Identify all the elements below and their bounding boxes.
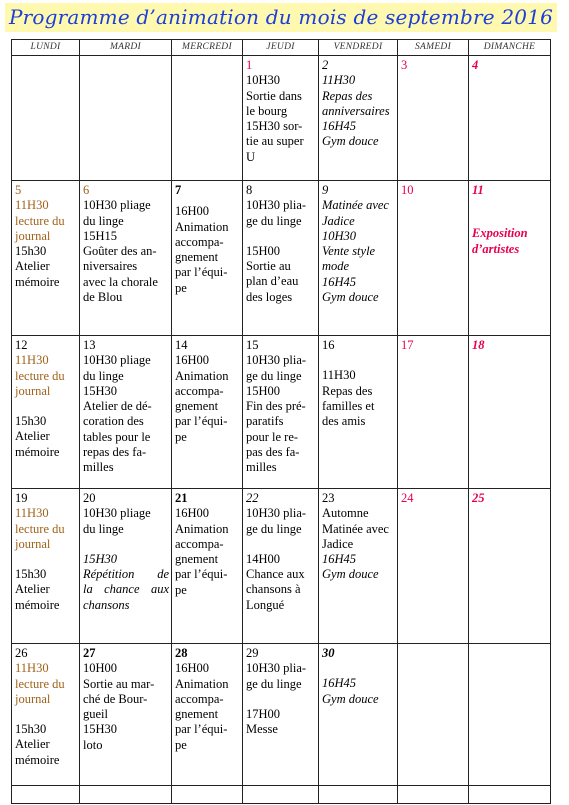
activity-line: tie au super <box>246 134 304 149</box>
day-cell-27 <box>80 644 172 786</box>
activity-line: Repas des <box>322 88 373 103</box>
day-cell-30 <box>319 644 398 786</box>
week-row-1 <box>12 56 551 181</box>
activity-line: Atelier <box>15 259 50 274</box>
activity-line: plan d’eau <box>246 274 299 289</box>
day-number: 15 <box>246 338 259 352</box>
cell-empty <box>398 644 469 786</box>
activity-line: 10H30 plia- <box>246 506 307 521</box>
activity-line: Longué <box>246 597 285 612</box>
activity-time: 16H45 <box>322 552 357 567</box>
day-cell-21 <box>172 489 243 644</box>
activity-line: milles <box>246 460 277 475</box>
day-cell-3 <box>398 56 469 181</box>
activity-time: 15h30 <box>15 722 47 737</box>
activity-line: ge du linge <box>246 213 302 228</box>
activity-time: 17H00 <box>246 706 281 721</box>
activity-line: du linge <box>83 521 124 536</box>
day-number: 16 <box>322 338 335 352</box>
activity-line: ge du linge <box>246 521 302 536</box>
day-cell-14 <box>172 336 243 489</box>
day-cell-29 <box>243 644 319 786</box>
activity-time: 15H30 <box>83 383 118 398</box>
activity-line: des loges <box>246 289 293 304</box>
activity-time: 11H30 <box>15 198 49 213</box>
activity-time: 15h30 <box>15 567 47 582</box>
cell-empty <box>172 786 243 804</box>
activity-line: anniversaires <box>322 103 390 118</box>
activity-line: Animation <box>175 521 229 536</box>
activity-line: pe <box>175 582 187 597</box>
activity-line: avec la chorale <box>83 274 158 289</box>
activity-line: coration des <box>83 414 144 429</box>
activity-line: par l’équi- <box>175 722 228 737</box>
header-monday: LUNDI <box>12 40 80 56</box>
activity-line: journal <box>15 228 51 243</box>
day-cell-16 <box>319 336 398 489</box>
day-cell-13 <box>80 336 172 489</box>
activity-time: 15H30 <box>83 551 118 566</box>
activity-line: tables pour le <box>83 429 151 444</box>
day-number: 20 <box>83 491 96 505</box>
week-row-6 <box>12 786 551 804</box>
activity-time: 14H00 <box>246 551 281 566</box>
day-cell-23 <box>319 489 398 644</box>
day-number: 30 <box>322 646 335 660</box>
activity-line: journal <box>15 383 51 398</box>
day-cell-25 <box>469 489 551 644</box>
activity-line: ge du linge <box>246 676 302 691</box>
day-cell-19 <box>12 489 80 644</box>
activity-time: 11H30 <box>15 353 49 368</box>
activity-line: Animation <box>175 368 229 383</box>
week-row-5 <box>12 644 551 786</box>
activity-line: pas des fa- <box>246 445 300 460</box>
activity-line: Atelier <box>15 429 50 444</box>
activity-time: 11H30 <box>15 506 49 521</box>
activity-time: 15H00 <box>246 383 281 398</box>
activity-line: Exposition <box>472 226 528 241</box>
day-number: 21 <box>175 491 188 505</box>
activity-line: pour le re- <box>246 429 299 444</box>
activity-line: Animation <box>175 219 229 234</box>
day-cell-17 <box>398 336 469 489</box>
activity-time: 11H30 <box>322 368 356 383</box>
activity-time: 16H00 <box>175 506 210 521</box>
day-cell-15 <box>243 336 319 489</box>
activity-line: mémoire <box>15 597 60 612</box>
activity-line: chansons à <box>246 582 301 597</box>
activity-line: Animation <box>175 676 229 691</box>
day-cell-6 <box>80 181 172 336</box>
day-number: 13 <box>83 338 96 352</box>
day-number: 17 <box>401 338 414 352</box>
day-cell-10 <box>398 181 469 336</box>
activity-line: lecture du <box>15 368 65 383</box>
activity-line: mémoire <box>15 274 60 289</box>
day-number: 29 <box>246 646 259 660</box>
day-cell-18 <box>469 336 551 489</box>
activity-line: Goûter des an- <box>83 244 157 259</box>
activity-line: repas des fa- <box>83 445 147 460</box>
week-row-3 <box>12 336 551 489</box>
day-number: 24 <box>401 491 414 505</box>
day-cell-1 <box>243 56 319 181</box>
activity-line: Automne <box>322 506 369 521</box>
day-number: 11 <box>472 183 484 197</box>
activity-line: par l’équi- <box>175 265 228 280</box>
cell-empty <box>12 786 80 804</box>
week-row-2 <box>12 181 551 336</box>
activity-line: Gym douce <box>322 290 379 305</box>
activity-line: du linge <box>83 213 124 228</box>
day-number: 10 <box>401 183 414 197</box>
day-cell-7 <box>172 181 243 336</box>
activity-line: 10H30 plia- <box>246 198 307 213</box>
activity-line: lecture du <box>15 521 65 536</box>
day-number: 25 <box>472 491 485 505</box>
activity-line: Jadice <box>322 213 355 228</box>
activity-line: des amis <box>322 414 366 429</box>
cell-empty <box>398 786 469 804</box>
weekday-header-row <box>12 40 551 56</box>
activity-line: Jadice <box>322 536 354 551</box>
cell-empty <box>469 644 551 786</box>
activity-time: 16H45 <box>322 119 357 134</box>
day-number: 28 <box>175 646 188 660</box>
day-number: 19 <box>15 491 28 505</box>
activity-line: paratifs <box>246 414 284 429</box>
activity-line: 15H30 sor- <box>246 119 303 134</box>
day-cell-5 <box>12 181 80 336</box>
day-cell-20 <box>80 489 172 644</box>
activity-line: familles et <box>322 398 375 413</box>
day-number: 2 <box>322 58 329 72</box>
activity-line: 10H30 plia- <box>246 661 307 676</box>
activity-line: 10H30 plia- <box>246 353 307 368</box>
activity-line: mémoire <box>15 444 60 459</box>
activity-line: le bourg <box>246 103 288 118</box>
activity-line: Répétition de <box>83 567 169 582</box>
cell-empty <box>243 786 319 804</box>
activity-line: la chance aux <box>83 582 169 597</box>
day-number: 5 <box>15 183 22 197</box>
day-number: 3 <box>401 58 408 72</box>
activity-line: journal <box>15 536 51 551</box>
activity-line: ché de Bour- <box>83 691 148 706</box>
activity-line: gnement <box>175 552 219 567</box>
activity-line: Sortie au <box>246 259 291 274</box>
day-number: 7 <box>175 183 182 197</box>
activity-line: Messe <box>246 722 278 737</box>
activity-line: Gym douce <box>322 134 379 149</box>
activity-line: pe <box>175 737 187 752</box>
activity-line: par l’équi- <box>175 414 228 429</box>
activity-line: Atelier de dé- <box>83 399 152 414</box>
activity-time: 10H30 <box>246 73 281 88</box>
activity-line: milles <box>83 460 114 475</box>
activity-line: gueil <box>83 707 108 722</box>
activity-line: Atelier <box>15 582 50 597</box>
activity-time: 16H45 <box>322 274 357 289</box>
activity-line: Matinée avec <box>322 521 389 536</box>
calendar-table <box>11 39 551 804</box>
header-wednesday: MERCREDI <box>172 40 243 56</box>
activity-line: accompa- <box>175 234 224 249</box>
activity-line: Repas des <box>322 383 373 398</box>
activity-time: 15H00 <box>246 243 281 258</box>
activity-line: ge du linge <box>246 368 302 383</box>
cell-empty <box>80 56 172 181</box>
activity-line: accompa- <box>175 536 224 551</box>
day-cell-24 <box>398 489 469 644</box>
activity-line: lecture du <box>15 213 65 228</box>
activity-line: par l’équi- <box>175 567 228 582</box>
activity-line: Vente style <box>322 244 376 259</box>
activity-line: 10H30 pliage <box>83 198 151 213</box>
activity-line: 10H30 pliage <box>83 353 151 368</box>
day-number: 26 <box>15 646 28 660</box>
day-number: 23 <box>322 491 335 505</box>
activity-line: pe <box>175 280 187 295</box>
activity-line: mémoire <box>15 752 60 767</box>
title-banner <box>5 3 557 32</box>
activity-line: chansons <box>83 597 130 612</box>
header-thursday: JEUDI <box>243 40 319 56</box>
activity-line: lecture du <box>15 676 65 691</box>
activity-line: U <box>246 149 256 164</box>
activity-line: Fin des pré- <box>246 399 306 414</box>
activity-line: Sortie au mar- <box>83 676 155 691</box>
day-cell-26 <box>12 644 80 786</box>
activity-line: accompa- <box>175 383 224 398</box>
day-cell-9 <box>319 181 398 336</box>
day-cell-8 <box>243 181 319 336</box>
activity-time: 15H15 <box>83 228 118 243</box>
header-tuesday: MARDI <box>80 40 172 56</box>
page-title: Programme d’animation du mois de septembre 2016 <box>8 5 554 29</box>
day-cell-11 <box>469 181 551 336</box>
activity-line: mode <box>322 259 350 274</box>
day-number: 14 <box>175 338 188 352</box>
activity-time: 16H00 <box>175 204 210 219</box>
day-cell-4 <box>469 56 551 181</box>
activity-line: gnement <box>175 250 219 265</box>
activity-line: loto <box>83 737 103 752</box>
activity-time: 16H00 <box>175 661 210 676</box>
activity-line: du linge <box>83 368 124 383</box>
activity-line: Chance aux <box>246 567 305 582</box>
cell-empty <box>469 786 551 804</box>
header-saturday: SAMEDI <box>398 40 469 56</box>
day-number: 22 <box>246 491 259 505</box>
activity-line: gnement <box>175 399 219 414</box>
day-number: 8 <box>246 183 253 197</box>
activity-line: Gym douce <box>322 691 379 706</box>
activity-line: Gym douce <box>322 567 379 582</box>
header-friday: VENDREDI <box>319 40 398 56</box>
day-number: 4 <box>472 58 479 72</box>
activity-time: 15h30 <box>15 244 47 259</box>
week-row-4 <box>12 489 551 644</box>
activity-line: Sortie dans <box>246 88 302 103</box>
cell-empty <box>12 56 80 181</box>
day-number: 27 <box>83 646 96 660</box>
activity-line: 10H30 pliage <box>83 506 151 521</box>
day-cell-28 <box>172 644 243 786</box>
activity-time: 15h30 <box>15 414 47 429</box>
cell-empty <box>80 786 172 804</box>
cell-empty <box>319 786 398 804</box>
activity-line: niversaires <box>83 259 138 274</box>
activity-time: 10H00 <box>83 661 118 676</box>
activity-line: accompa- <box>175 691 224 706</box>
header-sunday: DIMANCHE <box>469 40 551 56</box>
day-cell-22 <box>243 489 319 644</box>
activity-line: Atelier <box>15 737 50 752</box>
day-number: 6 <box>83 183 90 197</box>
activity-time: 15H30 <box>83 722 118 737</box>
activity-line: Matinée avec <box>322 198 389 213</box>
day-number: 18 <box>472 338 485 352</box>
activity-line: de Blou <box>83 290 123 305</box>
activity-line: d’artistes <box>472 241 520 256</box>
activity-line: journal <box>15 691 51 706</box>
day-cell-12 <box>12 336 80 489</box>
day-number: 1 <box>246 58 253 72</box>
day-number: 12 <box>15 338 28 352</box>
activity-line: pe <box>175 429 187 444</box>
activity-line: gnement <box>175 707 219 722</box>
day-cell-2 <box>319 56 398 181</box>
activity-time: 16H00 <box>175 353 210 368</box>
day-number: 9 <box>322 183 329 197</box>
activity-time: 10H30 <box>322 228 357 243</box>
activity-time: 16H45 <box>322 676 357 691</box>
activity-time: 11H30 <box>322 73 356 88</box>
activity-time: 11H30 <box>15 661 49 676</box>
cell-empty <box>172 56 243 181</box>
